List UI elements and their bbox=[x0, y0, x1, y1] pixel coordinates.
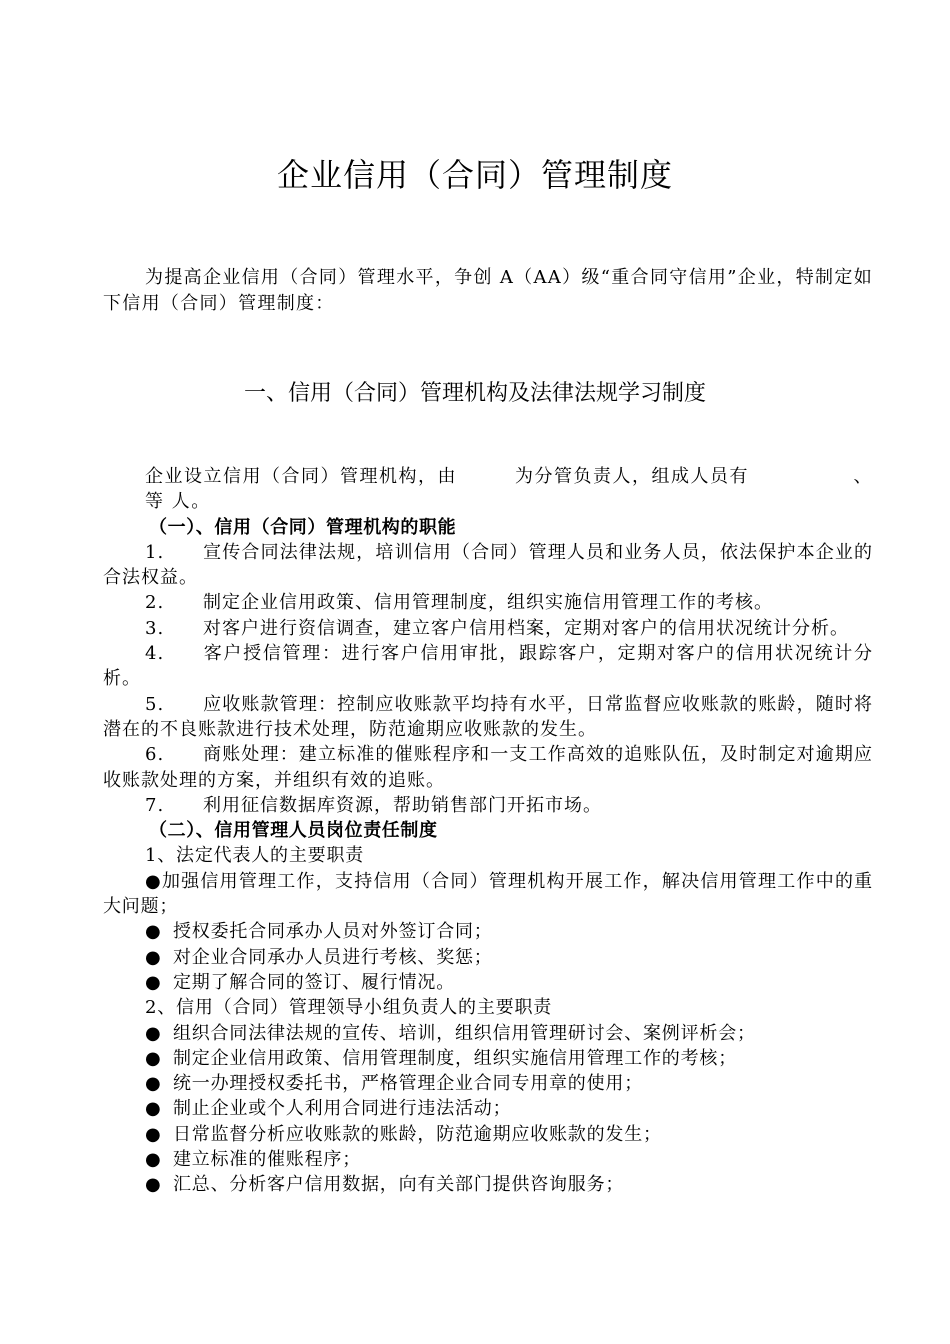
bullet-item bbox=[103, 1172, 873, 1197]
bullet-text: 定期了解合同的签订、履行情况。 bbox=[173, 971, 455, 993]
bullet-icon: ● bbox=[145, 870, 162, 892]
function-text: 制定企业信用政策、信用管理制度，组织实施信用管理工作的考核。 bbox=[203, 592, 773, 614]
bullet-icon: ● bbox=[145, 1098, 162, 1120]
bullet-item bbox=[103, 1071, 873, 1096]
bullet-icon: ● bbox=[145, 1022, 162, 1044]
org-intro-paragraph bbox=[103, 464, 873, 515]
bullet-text: 授权委托合同承办人员对外签订合同； bbox=[173, 921, 493, 943]
function-item bbox=[103, 692, 873, 743]
org-intro-part1: 企业设立信用（合同）管理机构，由 bbox=[145, 466, 457, 487]
function-item bbox=[103, 793, 873, 818]
bullet-text: 制止企业或个人利用合同进行违法活动； bbox=[173, 1098, 512, 1120]
section-heading-1: 一、信用（合同）管理机构及法律法规学习制度 bbox=[243, 381, 706, 406]
function-text: 对客户进行资信调查，建立客户信用档案，定期对客户的信用状况统计分析。 bbox=[203, 617, 849, 639]
bullet-text: 加强信用管理工作，支持信用（合同）管理机构开展工作，解决信用管理工作中的重大问题； bbox=[103, 870, 873, 918]
bullet-icon: ● bbox=[145, 921, 162, 943]
bullet-text: 制定企业信用政策、信用管理制度，组织实施信用管理工作的考核； bbox=[173, 1047, 737, 1069]
bullet-text: 日常监督分析应收账款的账龄，防范逾期应收账款的发生； bbox=[173, 1123, 662, 1145]
document-title: 企业信用（合同）管理制度 bbox=[276, 156, 673, 194]
role2-bullet-list bbox=[103, 1021, 873, 1198]
function-item bbox=[103, 742, 873, 793]
bullet-icon: ● bbox=[145, 1174, 162, 1196]
function-number: 5. bbox=[145, 693, 165, 715]
role1-bullet-list bbox=[103, 869, 873, 995]
function-text: 应收账款管理：控制应收账款平均持有水平，日常监督应收账款的账龄，随时将潜在的不良账款进行技术处理，防范逾期应收账款的发生。 bbox=[103, 693, 873, 740]
bullet-item bbox=[103, 919, 873, 944]
bullet-item bbox=[103, 1147, 873, 1172]
function-number: 6. bbox=[145, 744, 165, 766]
function-number: 2. bbox=[145, 592, 165, 614]
bullet-item bbox=[103, 945, 873, 970]
bullet-icon: ● bbox=[145, 1149, 162, 1171]
section-body bbox=[103, 464, 873, 1198]
bullet-text: 统一办理授权委托书，严格管理企业合同专用章的使用； bbox=[173, 1073, 643, 1095]
org-intro-part4: 等 人。 bbox=[145, 491, 211, 513]
intro-paragraph: 为提高企业信用（合同）管理水平，争创 A（AA）级“重合同守信用”企业，特制定如下信用（合同）管理制度： bbox=[103, 267, 873, 314]
bullet-icon: ● bbox=[145, 1047, 162, 1069]
subsection-heading-responsibilities: （二）、信用管理人员岗位责任制度 bbox=[149, 820, 438, 842]
functions-list bbox=[103, 540, 873, 818]
function-item bbox=[103, 590, 873, 615]
org-intro-part3: 、 bbox=[853, 466, 873, 487]
bullet-icon: ● bbox=[145, 971, 162, 993]
org-intro-part2: 为分管负责人，组成人员有 bbox=[515, 466, 749, 487]
bullet-text: 汇总、分析客户信用数据，向有关部门提供咨询服务； bbox=[173, 1174, 625, 1196]
function-text: 商账处理：建立标准的催账程序和一支工作高效的追账队伍，及时制定对逾期应收账款处理的方案，并组织有效的追账。 bbox=[103, 744, 873, 791]
bullet-text: 组织合同法律法规的宣传、培训，组织信用管理研讨会、案例评析会； bbox=[173, 1022, 756, 1044]
bullet-text: 建立标准的催账程序； bbox=[173, 1149, 361, 1171]
function-item bbox=[103, 616, 873, 641]
function-number: 7. bbox=[145, 794, 165, 816]
bullet-item bbox=[103, 970, 873, 995]
bullet-item bbox=[103, 1046, 873, 1071]
function-text: 客户授信管理：进行客户信用审批，跟踪客户，定期对客户的信用状况统计分析。 bbox=[103, 643, 873, 690]
subsection-heading-functions: （一）、信用（合同）管理机构的职能 bbox=[149, 516, 457, 538]
bullet-icon: ● bbox=[145, 1123, 162, 1145]
function-item bbox=[103, 540, 873, 591]
role2-title: 2、信用（合同）管理领导小组负责人的主要职责 bbox=[145, 997, 553, 1019]
function-number: 3. bbox=[145, 617, 165, 639]
bullet-item bbox=[103, 1021, 873, 1046]
function-number: 1. bbox=[145, 541, 165, 563]
bullet-item bbox=[103, 1096, 873, 1121]
role1-title: 1、法定代表人的主要职责 bbox=[145, 845, 365, 867]
bullet-icon: ● bbox=[145, 1073, 162, 1095]
bullet-text: 对企业合同承办人员进行考核、奖惩； bbox=[173, 946, 493, 968]
bullet-icon: ● bbox=[145, 946, 162, 968]
function-item bbox=[103, 641, 873, 692]
bullet-item bbox=[103, 869, 873, 920]
function-text: 宣传合同法律法规，培训信用（合同）管理人员和业务人员，依法保护本企业的合法权益。 bbox=[103, 541, 873, 589]
bullet-item bbox=[103, 1122, 873, 1147]
function-text: 利用征信数据库资源，帮助销售部门开拓市场。 bbox=[203, 794, 602, 816]
function-number: 4. bbox=[145, 643, 165, 665]
